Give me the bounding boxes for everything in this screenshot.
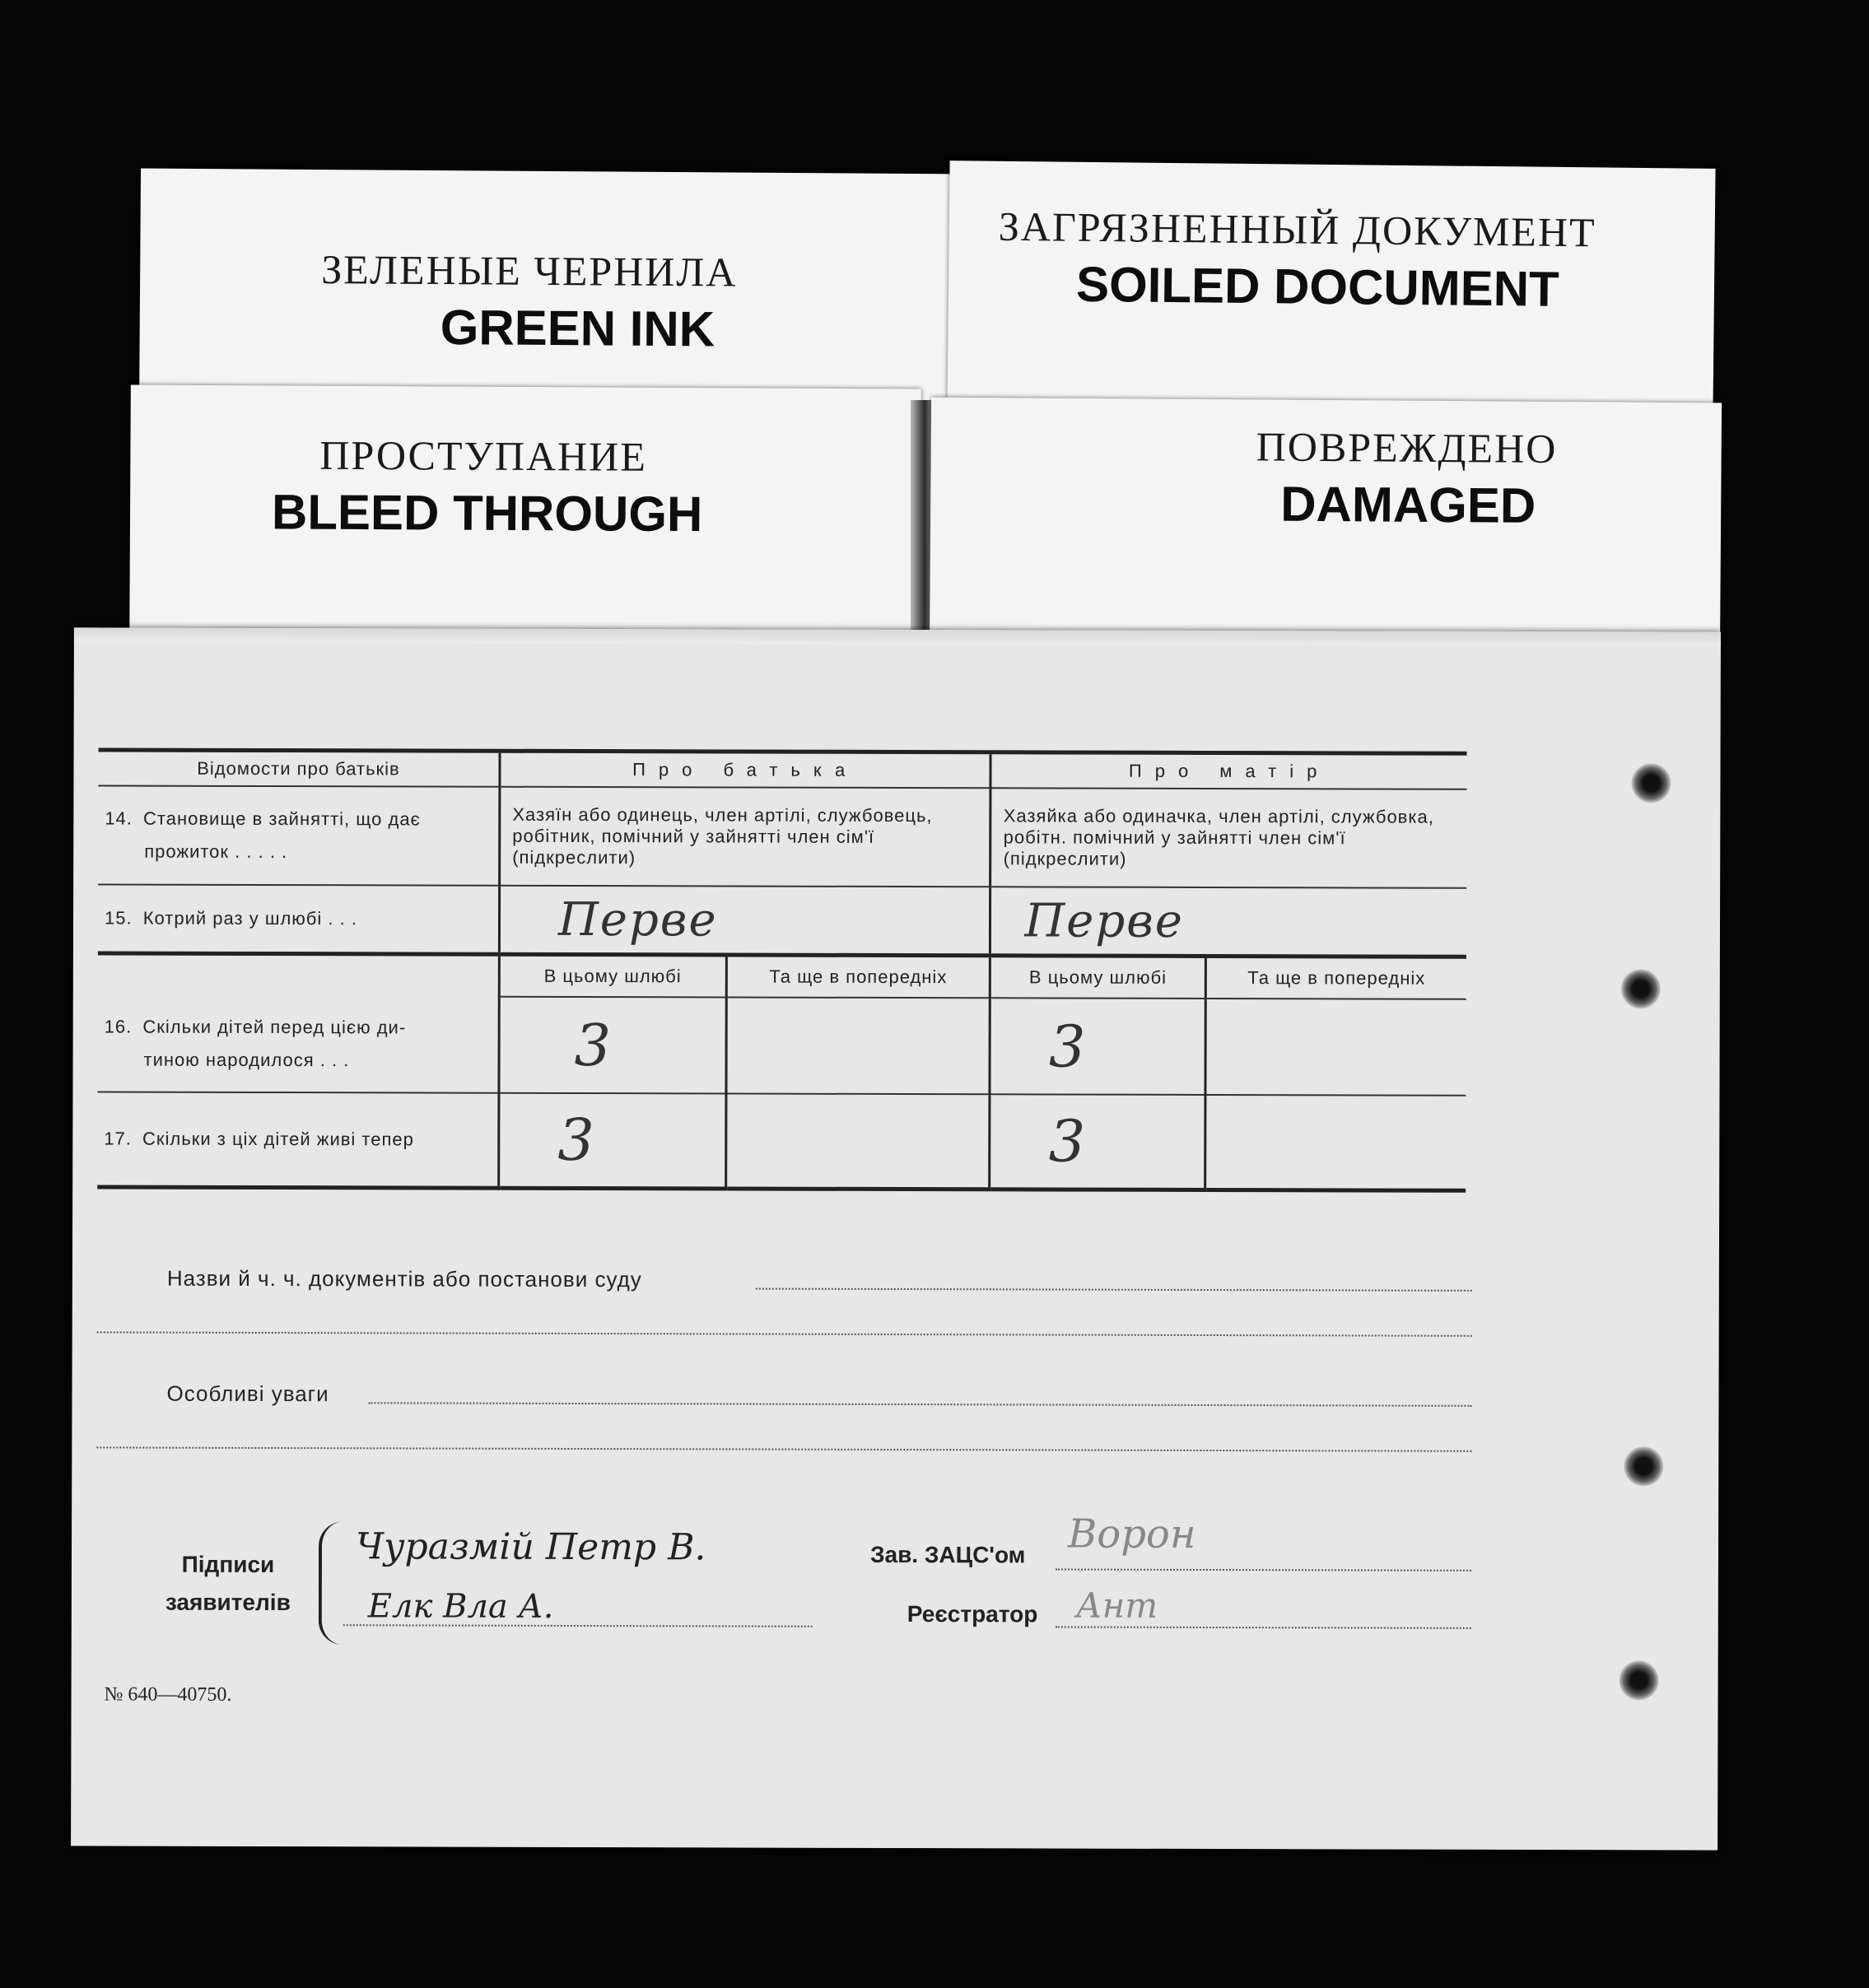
- row14-label-line1: Становище в зайнятті, що дає: [143, 808, 421, 830]
- registrar-signature: Ант: [1075, 1585, 1158, 1626]
- parents-table: [97, 747, 1466, 1192]
- punch-hole-4: [1620, 1660, 1659, 1700]
- green-ink-card: [139, 169, 964, 421]
- head-zags-label: Зав. ЗАЦС'ом: [869, 1541, 1026, 1568]
- row14-father: Хазяїн або одинець, член артілі, службовець, робітник, помічний у зайнятті член сім'ї (підкреслити): [500, 787, 991, 887]
- signer-dotted-line: [343, 1624, 813, 1627]
- row17-label-text: Скільки з ціх дітей живі тепер: [142, 1128, 414, 1150]
- signer1-signature: Чуразмій Петр В.: [355, 1525, 706, 1569]
- remarks-label: Особливі уваги: [166, 1380, 329, 1407]
- head-dotted-line: [1056, 1569, 1471, 1571]
- signatures-label-line1: Підписи: [181, 1551, 275, 1578]
- row15-label-text: Котрий раз у шлюбі . . .: [142, 907, 358, 929]
- punch-hole-2: [1621, 969, 1661, 1008]
- head-zags-signature: Ворон: [1067, 1511, 1196, 1557]
- row14-label: [98, 785, 500, 885]
- sub-mother-prev: Та ще в попередніх: [1205, 956, 1466, 999]
- registrar-dotted-line: [1056, 1627, 1471, 1629]
- sub-mother-this: В цьому шлюбі: [990, 956, 1206, 999]
- row15-father-value: Перве: [557, 892, 718, 947]
- row16-mother-prev: [1205, 999, 1466, 1096]
- documents-dotted-line: [756, 1288, 1472, 1292]
- green-ink-ru: ЗЕЛЕНЫЕ ЧЕРНИЛА: [321, 246, 738, 296]
- row14-mother: Хазяйка або одиначка, член артілі, службовка, робітн. помічний у зайнятті член сім'ї (підкреслити): [990, 788, 1466, 888]
- row16-label-line1: Скільки дітей перед цією ди-: [142, 1016, 407, 1037]
- row17-father-value: 3: [557, 1106, 595, 1175]
- soiled-ru: ЗАГРЯЗНЕННЫЙ ДОКУМЕНТ: [998, 203, 1596, 256]
- table-header-row: [98, 750, 1466, 789]
- registrar-label: Реєстратор: [907, 1601, 1038, 1627]
- row16-label: [97, 953, 499, 1093]
- row15-num: 15.: [104, 907, 133, 929]
- damaged-card: [930, 398, 1722, 667]
- row17-mother-prev: [1205, 1095, 1466, 1190]
- damaged-en: DAMAGED: [1280, 476, 1536, 533]
- row15-mother-value: Перве: [1024, 893, 1185, 948]
- row17-num: 17.: [104, 1128, 132, 1149]
- row16-num: 16.: [104, 1015, 133, 1037]
- children-subheader-row: [98, 953, 1466, 999]
- bleed-ru: ПРОСТУПАНИЕ: [319, 431, 648, 480]
- documents-dotted-line-2: [97, 1331, 1472, 1336]
- bleed-through-card: [129, 384, 921, 652]
- row17-mother-this: [990, 1094, 1205, 1190]
- sub-father-prev: Та ще в попередніх: [726, 955, 990, 998]
- header-mother: Про матір: [990, 752, 1466, 789]
- row14-num: 14.: [105, 808, 133, 829]
- row16-father-value: 3: [574, 1011, 613, 1079]
- header-parents-info: Відомости про батьків: [98, 750, 500, 787]
- signer2-signature: Елк Вла А.: [367, 1587, 554, 1626]
- row16-label-line2: тиною народилося . . .: [143, 1049, 350, 1070]
- row17-father-this: [499, 1093, 726, 1189]
- header-father: Про батька: [500, 751, 990, 788]
- green-ink-en: GREEN INK: [440, 300, 715, 357]
- remarks-dotted-line: [368, 1402, 1471, 1407]
- soiled-document-card: [947, 161, 1715, 416]
- paper-fold: [74, 627, 1721, 646]
- row17-label: [97, 1092, 499, 1188]
- row16-father-this: [499, 997, 726, 1094]
- row-15: [98, 884, 1466, 957]
- bleed-en: BLEED THROUGH: [271, 484, 703, 542]
- signatures-label: [154, 1546, 302, 1622]
- sub-father-this: В цьому шлюбі: [499, 954, 726, 997]
- row-14: [98, 785, 1466, 887]
- registration-form: [71, 627, 1721, 1850]
- row16-father-prev: [726, 997, 990, 1094]
- signatures-label-line2: заявителів: [165, 1589, 291, 1616]
- row-17: [97, 1092, 1466, 1190]
- documents-label: Назви й ч. ч. документів або постанови суду: [166, 1265, 642, 1292]
- row15-mother: [990, 887, 1466, 957]
- row15-label: [98, 884, 500, 954]
- damaged-ru: ПОВРЕЖДЕНО: [1256, 423, 1558, 472]
- row17-father-prev: [725, 1093, 990, 1189]
- remarks-dotted-line-2: [96, 1446, 1471, 1451]
- punch-hole-3: [1624, 1446, 1663, 1486]
- row16-mother-this: [990, 998, 1205, 1095]
- row16-mother-value: 3: [1048, 1012, 1087, 1081]
- punch-hole-1: [1631, 763, 1671, 803]
- form-number: № 640—40750.: [104, 1683, 232, 1706]
- row15-father: [499, 886, 990, 956]
- soiled-en: SOILED DOCUMENT: [1075, 256, 1560, 317]
- row17-mother-value: 3: [1048, 1107, 1087, 1176]
- row14-label-line2: прожиток . . . . .: [144, 840, 288, 863]
- signatures-brace: [319, 1521, 345, 1645]
